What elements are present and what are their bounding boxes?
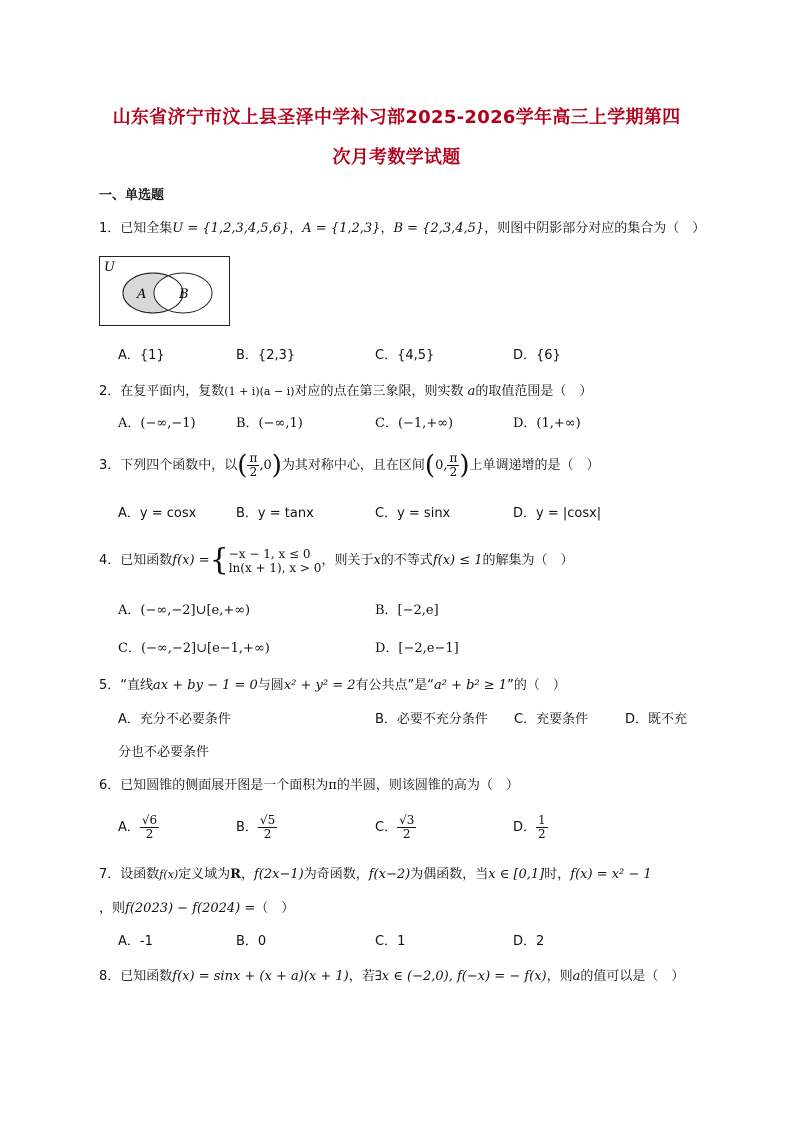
q1-number: 1． bbox=[99, 221, 121, 236]
q3-interval-pre: 0, bbox=[435, 458, 448, 473]
q5-option-d-wrap: 分也不必要条件 bbox=[118, 745, 210, 760]
question-7 bbox=[99, 867, 652, 883]
q4-var: x bbox=[373, 553, 381, 568]
q7-reals: R bbox=[230, 867, 241, 882]
q8-text-c: ，则 bbox=[546, 969, 573, 984]
q2-expr: (1 + i)(a − i) bbox=[224, 385, 295, 398]
q7-number: 7． bbox=[99, 867, 121, 882]
q1-set-u: U = {1,2,3,4,5,6} bbox=[172, 221, 290, 236]
q4-case-2: ln(x + 1), x > 0 bbox=[228, 560, 322, 575]
q3-point-rest: ,0 bbox=[259, 458, 272, 473]
q5-circle-eq: x² + y² = 2 bbox=[283, 678, 356, 693]
section-heading: 一、单选题 bbox=[99, 188, 165, 203]
q5-number: 5． bbox=[99, 678, 121, 693]
q5-line-eq: ax + by − 1 = 0 bbox=[153, 678, 258, 693]
q8-number: 8． bbox=[99, 969, 121, 984]
q3-frac-point: $\frac{\pi}{2}$ bbox=[249, 451, 258, 479]
q6-option-d: D． $\frac{1}{2}$ bbox=[513, 813, 546, 841]
q6-option-c: C． $\frac{√3}{2}$ bbox=[375, 813, 415, 841]
q4-option-c: C．(−∞,−2]∪[e−1,+∞) bbox=[118, 641, 270, 656]
q4-text-a: 已知函数 bbox=[120, 553, 173, 568]
venn-label-a: A bbox=[137, 287, 147, 302]
q1-set-a: A = {1,2,3} bbox=[302, 221, 381, 236]
q1-option-d: D．{6} bbox=[513, 348, 561, 363]
q6-text-b: 的半圆，则该圆锥的高为（ ） bbox=[336, 778, 519, 793]
q3-option-b: B．y = tanx bbox=[236, 506, 314, 521]
q4-case-1: −x − 1, x ≤ 0 bbox=[228, 546, 311, 561]
q7-definition: f(x) = x² − 1 bbox=[570, 867, 652, 882]
q7-text-c: ， bbox=[240, 867, 254, 882]
q5-text-d: ”的（ ） bbox=[507, 678, 566, 693]
q8-var: a bbox=[572, 969, 581, 984]
q2-option-a: A．(−∞,−1) bbox=[118, 416, 196, 431]
q7-expr: f(2023) − f(2024) = bbox=[125, 901, 256, 916]
q1-set-b: B = {2,3,4,5} bbox=[393, 221, 485, 236]
q5-option-c: C．充要条件 bbox=[514, 712, 589, 727]
q5-text-c: 有公共点”是“ bbox=[355, 678, 434, 693]
venn-label-b: B bbox=[179, 287, 189, 302]
q7-option-a: A．-1 bbox=[118, 934, 153, 949]
q3-text-a: 下列四个函数中，以 bbox=[120, 458, 238, 473]
q8-fx: f(x) = sinx + (x + a)(x + 1) bbox=[172, 969, 349, 984]
q2-text-a: 在复平面内，复数 bbox=[120, 384, 225, 399]
question-5 bbox=[99, 678, 566, 694]
q3-number: 3． bbox=[99, 458, 121, 473]
q4-text-c: 的不等式 bbox=[380, 553, 433, 568]
q4-text-d: 的解集为（ ） bbox=[482, 553, 574, 568]
question-8 bbox=[99, 969, 684, 985]
question-6 bbox=[99, 778, 519, 794]
q7-text-b: 定义域为 bbox=[178, 867, 231, 882]
q5-condition: a² + b² ≥ 1 bbox=[433, 678, 508, 693]
q8-text-a: 已知函数 bbox=[120, 969, 173, 984]
q1-text-b: ，则图中阴影部分对应的集合为（ ） bbox=[484, 221, 706, 236]
q4-number: 4． bbox=[99, 553, 121, 568]
q4-text-b: ，则关于 bbox=[321, 553, 374, 568]
q4-option-a: A．(−∞,−2]∪[e,+∞) bbox=[118, 603, 251, 618]
q7-text-f: 时， bbox=[544, 867, 571, 882]
q3-text-b: 为其对称中心，且在区间 bbox=[281, 458, 425, 473]
q3-option-c: C．y = sinx bbox=[375, 506, 451, 521]
q5-option-a: A．充分不必要条件 bbox=[118, 712, 231, 727]
q4-piecewise bbox=[229, 547, 322, 575]
q3-option-d: D．y = |cosx| bbox=[513, 506, 602, 521]
q1-text-a: 已知全集 bbox=[120, 221, 173, 236]
q8-condition: ∃x ∈ (−2,0), f(−x) = − f(x) bbox=[374, 969, 547, 984]
q8-text-b: ，若 bbox=[348, 969, 375, 984]
q6-text-a: 已知圆锥的侧面展开图是一个面积为 bbox=[120, 778, 329, 793]
q1-option-c: C．{4,5} bbox=[375, 348, 435, 363]
venn-diagram bbox=[99, 256, 230, 326]
q5-option-d: D．既不充 bbox=[625, 712, 688, 727]
q7-wrap-a: ，则 bbox=[99, 901, 126, 916]
q6-option-a: A． $\frac{√6}{2}$ bbox=[118, 813, 158, 841]
q3-text-c: 上单调递增的是（ ） bbox=[469, 458, 600, 473]
question-1: 1．已知全集U = {1,2,3,4,5,6}，A = {1,2,3}，B = {2,3,4,5}，则图中阴影部分对应的集合为（ ） bbox=[99, 221, 706, 236]
q7-wrap-b: （ ） bbox=[255, 901, 295, 916]
q3-option-a: A．y = cosx bbox=[118, 506, 197, 521]
venn-label-u: U bbox=[104, 260, 115, 275]
q7-text-d: 为奇函数， bbox=[303, 867, 369, 882]
q2-option-b: B．(−∞,1) bbox=[236, 416, 303, 431]
q1-option-b: B．{2,3} bbox=[236, 348, 296, 363]
q5-text-b: 与圆 bbox=[257, 678, 284, 693]
q2-text-b: 对应的点在第三象限，则实数 bbox=[294, 384, 464, 399]
doc-title-line-1: 山东省济宁市汶上县圣泽中学补习部2025-2026学年高三上学期第四 bbox=[112, 107, 681, 128]
q5-option-b: B．必要不充分条件 bbox=[375, 712, 488, 727]
q7-f1: f(2x−1) bbox=[254, 867, 304, 882]
question-4: 4．已知函数f(x) ={−x − 1, x ≤ 0 ln(x + 1), x > 0，则关于x的不等式f(x) ≤ 1的解集为（ ） bbox=[99, 542, 574, 578]
q7-f2: f(x−2) bbox=[368, 867, 411, 882]
q4-inequality: f(x) ≤ 1 bbox=[432, 553, 483, 568]
q8-text-d: 的值可以是（ ） bbox=[580, 969, 685, 984]
question-2 bbox=[99, 384, 592, 400]
question-3: 3．下列四个函数中，以( $\frac{\pi}{2}$ ,0)为其对称中心，且在区间(0, $\frac{\pi}{2}$ )上单调递增的是（ ） bbox=[99, 450, 600, 481]
q6-number: 6． bbox=[99, 778, 121, 793]
q3-frac-interval: $\frac{\pi}{2}$ bbox=[449, 451, 458, 479]
q4-fx: f(x) = bbox=[172, 553, 210, 568]
q7-option-d: D．2 bbox=[513, 934, 545, 949]
q4-option-d: D．[−2,e−1] bbox=[375, 641, 459, 656]
q5-text-a: “直线 bbox=[120, 678, 154, 693]
q2-text-c: 的取值范围是（ ） bbox=[475, 384, 593, 399]
q2-number: 2． bbox=[99, 384, 121, 399]
q6-pi: π bbox=[328, 778, 337, 793]
q7-fx: f(x) bbox=[159, 868, 179, 881]
question-7-wrap bbox=[99, 901, 294, 917]
q7-option-c: C．1 bbox=[375, 934, 406, 949]
q1-option-a: A．{1} bbox=[118, 348, 165, 363]
doc-title-line-2: 次月考数学试题 bbox=[332, 147, 461, 168]
q2-option-d: D．(1,+∞) bbox=[513, 416, 581, 431]
q6-option-b: B． $\frac{√5}{2}$ bbox=[236, 813, 276, 841]
q7-domain: x ∈ [0,1] bbox=[488, 867, 545, 882]
q2-var: a bbox=[467, 384, 476, 399]
q7-option-b: B．0 bbox=[236, 934, 267, 949]
q4-option-b: B．[−2,e] bbox=[375, 603, 439, 618]
q7-text-e: 为偶函数，当 bbox=[410, 867, 489, 882]
q7-text-a: 设函数 bbox=[120, 867, 160, 882]
q2-option-c: C．(−1,+∞) bbox=[375, 416, 454, 431]
